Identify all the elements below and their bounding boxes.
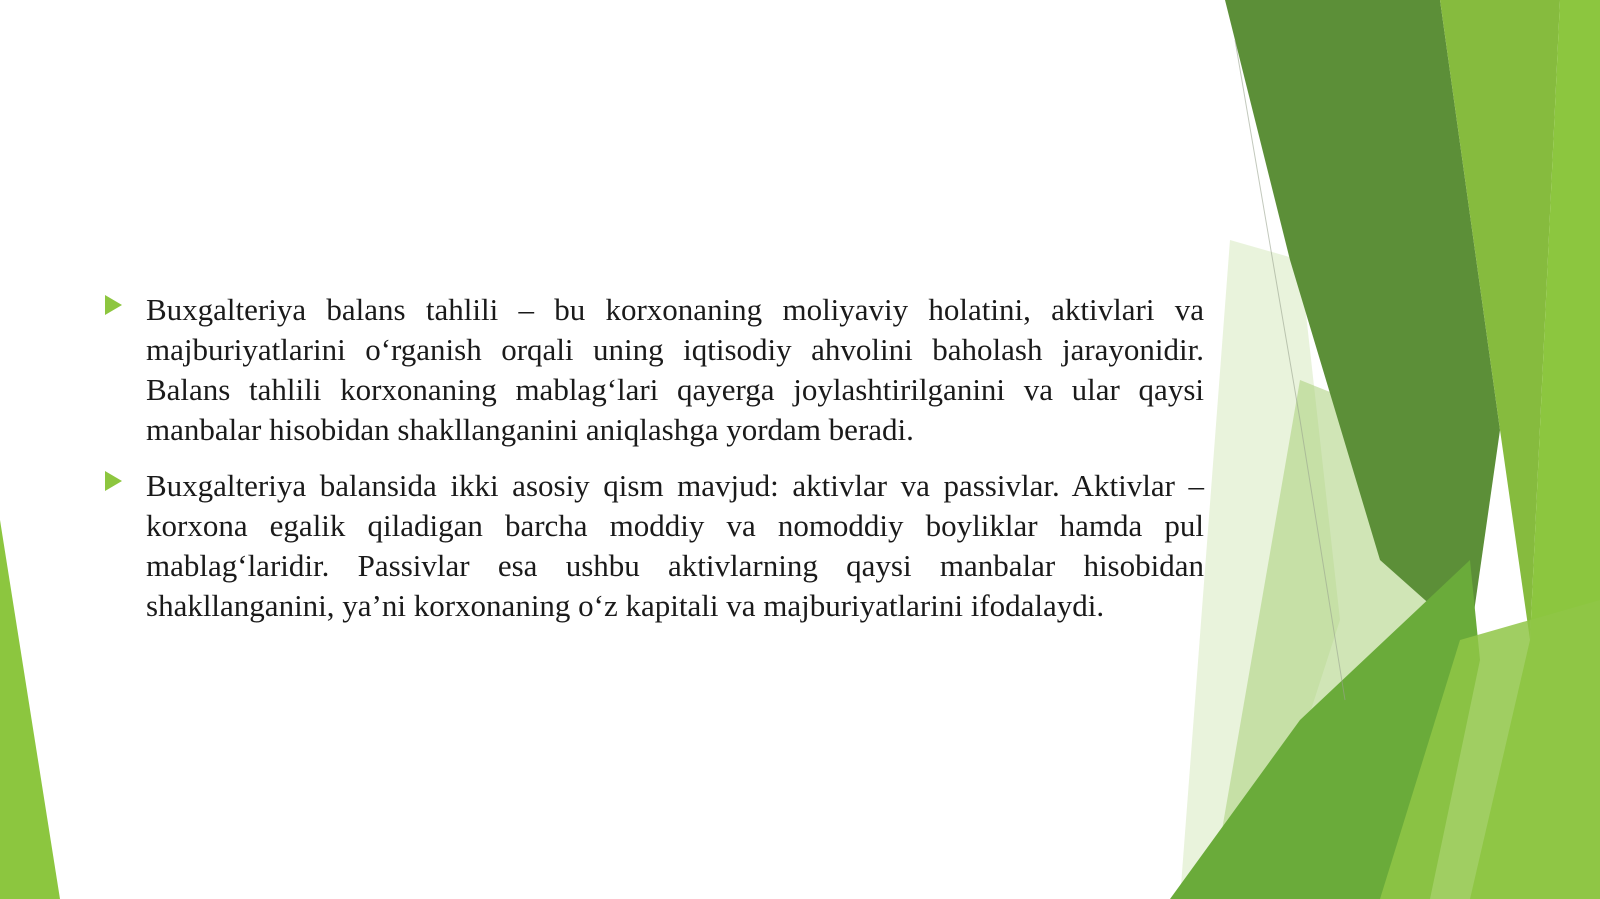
triangle-bullet-icon (103, 294, 123, 316)
bullet-text-1: Buxgalteriya balans tahlili – bu korxonaning moliyaviy holatini, aktivlari va majburiyatlarini o‘rganish orqali uning iqtisodiy ahvolini baholash jarayonidir. Balans tahlili korxonaning mablag‘lari qayerga joylashtirilganini va ular qaysi manbalar hisobidan shakllanganini aniqlashga yordam beradi. (146, 292, 1204, 447)
bullet-item-1 (100, 290, 1204, 450)
triangle-bullet-icon (103, 470, 123, 492)
slide-body (100, 290, 1204, 642)
facet-left-sliver (0, 520, 60, 899)
bullet-text-2: Buxgalteriya balansida ikki asosiy qism mavjud: aktivlar va passivlar. Aktivlar – korxona egalik qiladigan barcha moddiy va nomoddiy boyliklar hamda pul mablag‘laridir. Passivlar esa ushbu aktivlarning qaysi manbalar hisobidan shakllanganini, ya’ni korxonaning o‘z kapitali va majburiyatlarini ifodalaydi. (146, 468, 1204, 623)
bullet-item-2 (100, 466, 1204, 626)
